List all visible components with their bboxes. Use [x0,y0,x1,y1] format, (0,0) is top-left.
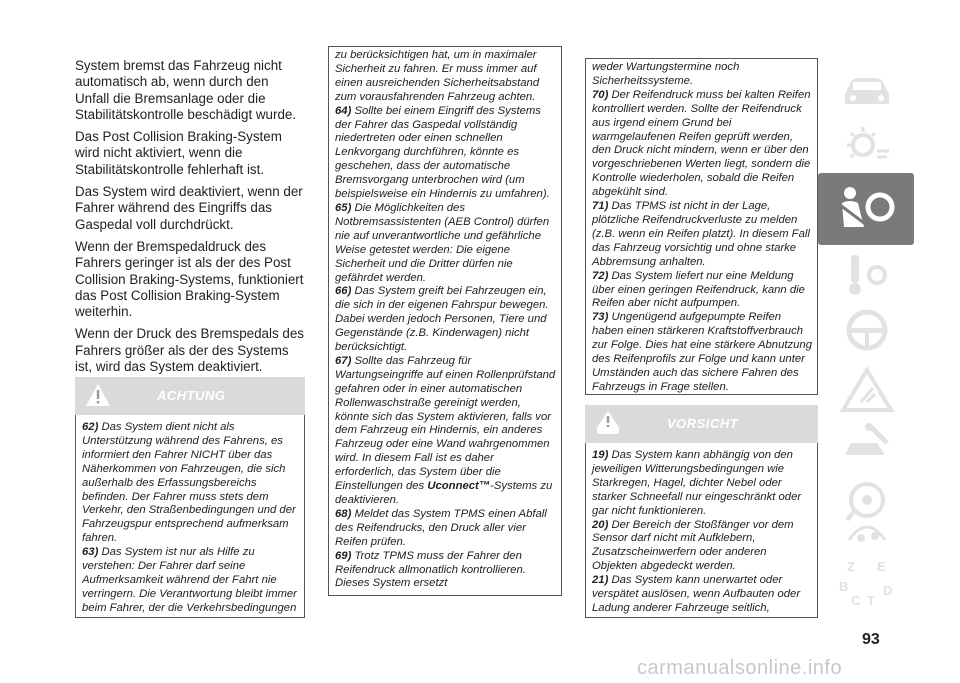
page-number: 93 [862,631,880,648]
warning-header [75,377,305,415]
car-icon [837,70,897,110]
caution-item: 21) Das System kann unerwartet oder verspätet auslösen, wenn Aufbauten oder Ladung anderer Fahrzeuge seitlich, [592,574,801,614]
warning-item: 66) Das System greift bei Fahrzeugen ein, die sich in der eigenen Fahrspur bewegen. Dabei werden jedoch Personen, Tiere und Gegenstände (z.B. Kinderwagen) nicht berücksichtigt. [335,285,549,354]
warning-road-icon [837,366,897,414]
warning-item: 65) Die Möglichkeiten des Notbremsassistenten (AEB Control) dürfen nie auf unverantwortliche und gefährliche Weise getestet werden: Die eigene Sicherheit und die Dritter dürfen nie gefährdet werden. [335,201,550,284]
warning-item: 62) Das System dient nicht als Unterstützung während des Fahrens, es informiert den Fahrer NICHT über das Näherkommen von Fahrzeugen, die sich außerhalb des Erfassungsbereichs befinden. Der Fahrer muss stets dem Verkehr, den Straßenbedingungen und der Fahrzeugspur entsprechend aufmerksam fahren. [82,421,296,545]
warning-item: 63) Das System ist nur als Hilfe zu verstehen: Der Fahrer darf seine Aufmerksamkeit während der Fahrt nie verringern. Die Verantwortung bleibt immer beim Fahrer, der die Verkehrsbedingungen [82,546,297,614]
sidebar-item-emergency[interactable] [820,360,914,420]
sidebar-item-car[interactable] [820,60,914,120]
warning-triangle-icon [85,383,111,407]
chapter-sidebar [820,60,914,616]
warning-item: zu berücksichtigen hat, um in maximaler Sicherheit zu fahren. Er muss immer auf einen ausreichenden Sicherheitsabstand zum vorausfahrenden Fahrzeug achten. [335,49,540,103]
paragraph: Wenn der Bremspedaldruck des Fahrers geringer ist als der des Post Collision Braking-Systems, funktioniert das Post Collision Braking-System weiterhin. [75,238,304,320]
warning-item: 70) Der Reifendruck muss bei kalten Reifen kontrolliert werden. Sollte der Reifendruck aus irgend einem Grund bei warmgelaufenen Reifen geprüft werden, den Druck nicht mindern, wenn er über den vorgeschriebenen Werten liegt, sondern die Kontrolle wiederholen, sobald die Reifen abgekühlt sind. [592,88,811,199]
dashboard-lights-icon [837,123,897,167]
warning-item: weder Wartungstermine noch Sicherheitssysteme. [592,61,740,87]
index-icon [837,555,897,611]
index-letter: C [851,593,861,608]
warning-item: 73) Ungenügend aufgepumpte Reifen haben einen stärkeren Kraftstoffverbrauch zur Folge. Dies hat eine stärkere Abnutzung des Reifenprofils zur Folge und kann unter Umständen auch das sichere Fahren des Fahrzeugs in Frage stellen. [592,311,812,393]
warning-box [75,415,305,618]
column-1 [75,58,305,381]
caution-header [585,405,818,443]
wrench-car-icon [837,421,897,469]
index-letter: T [867,593,875,608]
key-icon [837,251,897,299]
caution-item: 19) Das System kann abhängig von den jeweiligen Witterungsbedingungen wie Starkregen, Hagel, dichter Nebel oder starker Schneefall nur eingeschränkt oder gar nicht funktionieren. [592,449,802,517]
safety-airbag-icon [834,183,898,235]
paragraph: System bremst das Fahrzeug nicht automatisch ab, wenn durch den Unfall die Bremsanlage oder die Stabilitätskontrolle beschädigt wurde. [75,58,297,122]
warning-item: 72) Das System liefert nur eine Meldung über einen geringen Reifendruck, kann die Reifen aber nicht aufpumpen. [592,269,805,310]
warning-item: 64) Sollte bei einem Eingriff des Systems der Fahrer das Gaspedal vollständig niedertreten oder einen schnellen Lenkvorgang durchführen, könnte es geschehen, dass der automatische Bremsvorgang unterbrochen wird (um beispielsweise ein Hindernis zu umfahren). [335,104,550,201]
paragraph: Das Post Collision Braking-System wird nicht aktiviert, wenn die Stabilitätskontrolle fehlerhaft ist. [75,129,282,177]
warning-item: 67) Sollte das Fahrzeug für Wartungseingriffe auf einen Rollenprüfstand gefahren oder in einer automatischen Rollenwaschstraße gereinigt werden, könnte sich das System aktivieren, falls vor dem Fahrzeug ein Hindernis, ein anderes Fahrzeug oder eine Wand wahrgenommen wird. In diesem Fall ist es daher erforderlich, das System über die Einstellungen des Uconnect™-Systems zu deaktivieren. [335,354,556,506]
index-letter: D [883,583,893,598]
sidebar-item-dashboard[interactable] [820,115,914,175]
index-letter: E [877,559,886,574]
sidebar-item-key[interactable] [820,245,914,305]
warning-item: 69) Trotz TPMS muss der Fahrer den Reifendruck allmonatlich kontrollieren. Dieses System ersetzt [335,549,526,590]
warning-item: 71) Das TPMS ist nicht in der Lage, plötzliche Reifendruckverluste zu melden (z.B. wenn ein Reifen platzt). In diesem Fall das Fahrzeug vorsichtig und ohne starke Abbremsung anhalten. [592,200,810,268]
paragraph: Das System wird deaktiviert, wenn der Fahrer während des Eingriffs das Gaspedal voll durchdrückt. [75,184,303,232]
sidebar-item-safety-active[interactable] [818,173,914,245]
caution-item: 20) Der Bereich der Stoßfänger vor dem Sensor darf nicht mit Aufklebern, Zusatzscheinwerfern oder anderen Objekten abgedeckt werden. [592,518,794,573]
warning-title: ACHTUNG [157,388,226,403]
sidebar-item-driving[interactable] [820,300,914,360]
caution-car-icon [593,410,623,436]
index-letter: Z [847,559,855,574]
watermark: carmanualsonline.info [637,657,843,679]
paragraph: Wenn der Druck des Bremspedals des Fahrers größer als der des Systems ist, wird das System deaktiviert. [75,326,304,375]
sidebar-item-maintenance[interactable] [820,415,914,475]
multimedia-icon [837,510,897,550]
warning-box-continued [328,46,562,596]
sidebar-item-index[interactable] [820,550,914,616]
caution-box [585,443,818,618]
index-letter: B [839,579,849,594]
steering-wheel-icon [837,306,897,354]
caution-title: VORSICHT [667,416,739,431]
warning-item: 68) Meldet das System TPMS einen Abfall des Reifendrucks, den Druck aller vier Reifen prüfen. [335,507,547,548]
warning-box-continued-2 [585,58,818,395]
